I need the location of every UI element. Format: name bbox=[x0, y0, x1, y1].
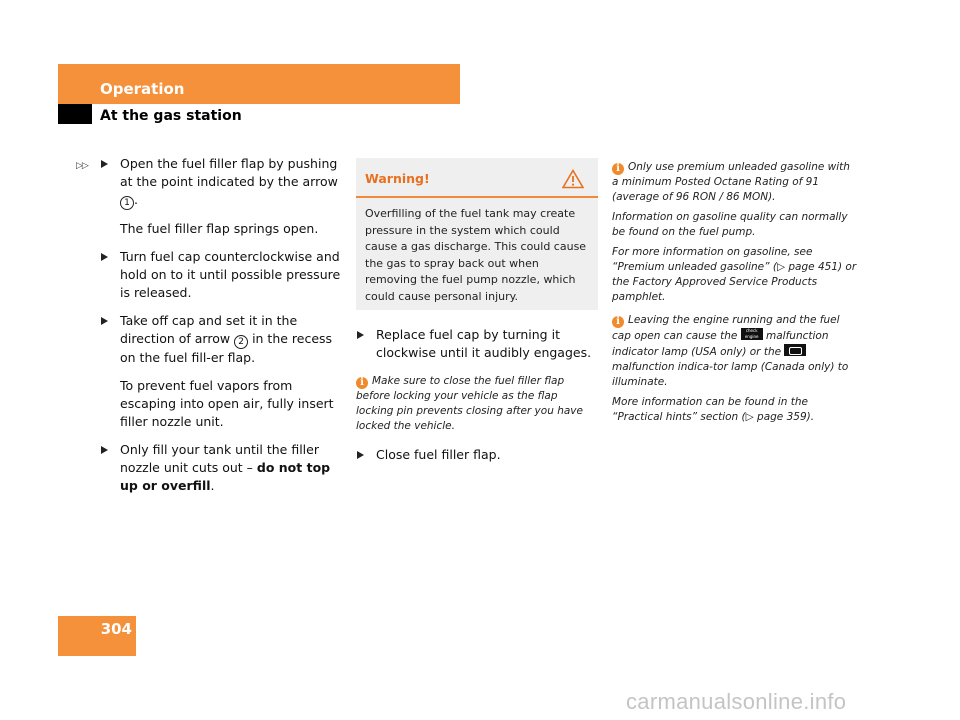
check-engine-lamp-icon: check engine bbox=[741, 328, 763, 340]
watermark: carmanualsonline.info bbox=[626, 689, 847, 714]
step-text: Turn fuel cap counterclockwise and hold on to it until possible pressure is released. bbox=[120, 249, 341, 300]
step-text: Only fill your tank until the filler nozzle unit cuts out – bbox=[120, 442, 319, 475]
bullet-arrow-icon bbox=[101, 446, 108, 454]
column-3 bbox=[612, 160, 858, 425]
section-title: Operation bbox=[100, 80, 185, 98]
step-text: Open the fuel filler flap by pushing at the point indicated by the arrow bbox=[120, 156, 338, 189]
header-tab bbox=[58, 104, 92, 124]
info-paragraph: Information on gasoline quality can normally be found on the fuel pump. bbox=[612, 211, 848, 238]
step-note: To prevent fuel vapors from escaping into open air, fully insert filler nozzle unit. bbox=[120, 378, 334, 429]
step-text: Replace fuel cap by turning it clockwise until it audibly engages. bbox=[376, 327, 592, 360]
info-icon: i bbox=[612, 163, 624, 175]
callout-1-icon: 1 bbox=[120, 196, 134, 210]
info-icon: i bbox=[356, 377, 368, 389]
list-item bbox=[356, 446, 598, 464]
continued-marker: ▷▷ bbox=[76, 161, 88, 171]
bullet-arrow-icon bbox=[357, 331, 364, 339]
bullet-arrow-icon bbox=[101, 253, 108, 261]
engine-malfunction-lamp-icon bbox=[784, 344, 806, 356]
warning-text: Overfilling of the fuel tank may create pressure in the system which could cause a gas discharge. This could cause the gas to spray back out when removing the fuel pump nozzle, which could cause personal injury. bbox=[365, 207, 587, 303]
column-1 bbox=[76, 155, 344, 495]
list-item: Only fill your tank until the filler nozzle unit cuts out – do not top up or overfill. bbox=[100, 441, 344, 495]
info-paragraph: More information can be found in the “Practical hints” section (▷ page 359). bbox=[612, 396, 815, 423]
column-2 bbox=[356, 158, 598, 464]
bullet-arrow-icon bbox=[101, 317, 108, 325]
info-paragraph: For more information on gasoline, see “Premium unleaded gasoline” (▷ page 451) or the Factory Approved Service Products pamphlet. bbox=[612, 246, 857, 303]
step-text: Take off cap and set it in the direction of arrow bbox=[120, 313, 298, 346]
warning-triangle-icon bbox=[562, 169, 584, 189]
info-note: i Leaving the engine running and the fuel cap open can cause the check engine malfunction indicator lamp (USA only) or the malfunction indica-tor lamp (Canada only) to illuminate. bbox=[612, 314, 849, 388]
list-item bbox=[100, 248, 344, 302]
warning-title: Warning! bbox=[365, 171, 430, 186]
list-item: ▷▷ Open the fuel filler flap by pushing at the point indicated by the arrow 1 . bbox=[76, 156, 338, 208]
bullet-arrow-icon bbox=[357, 451, 364, 459]
step-emphasis: do not top up or overfill bbox=[120, 460, 331, 493]
page-number: 304 bbox=[100, 620, 132, 638]
info-note: i Make sure to close the fuel filler flap before locking your vehicle as the flap locking pin prevents closing after you have locked the vehicle. bbox=[356, 375, 583, 432]
info-note: i Only use premium unleaded gasoline with a minimum Posted Octane Rating of 91 (average of 96 RON / 86 MON). bbox=[612, 161, 850, 203]
step-text: Close fuel filler flap. bbox=[376, 447, 501, 462]
page-subtitle: At the gas station bbox=[100, 108, 242, 124]
info-icon: i bbox=[612, 316, 624, 328]
callout-2-icon: 2 bbox=[234, 335, 248, 349]
step-note: The fuel filler flap springs open. bbox=[120, 221, 319, 236]
list-item bbox=[356, 326, 598, 362]
warning-box bbox=[356, 158, 598, 310]
step-text: in the recess on the fuel fill-er flap. bbox=[120, 331, 333, 365]
bullet-arrow-icon bbox=[101, 160, 108, 168]
list-item bbox=[100, 312, 344, 367]
